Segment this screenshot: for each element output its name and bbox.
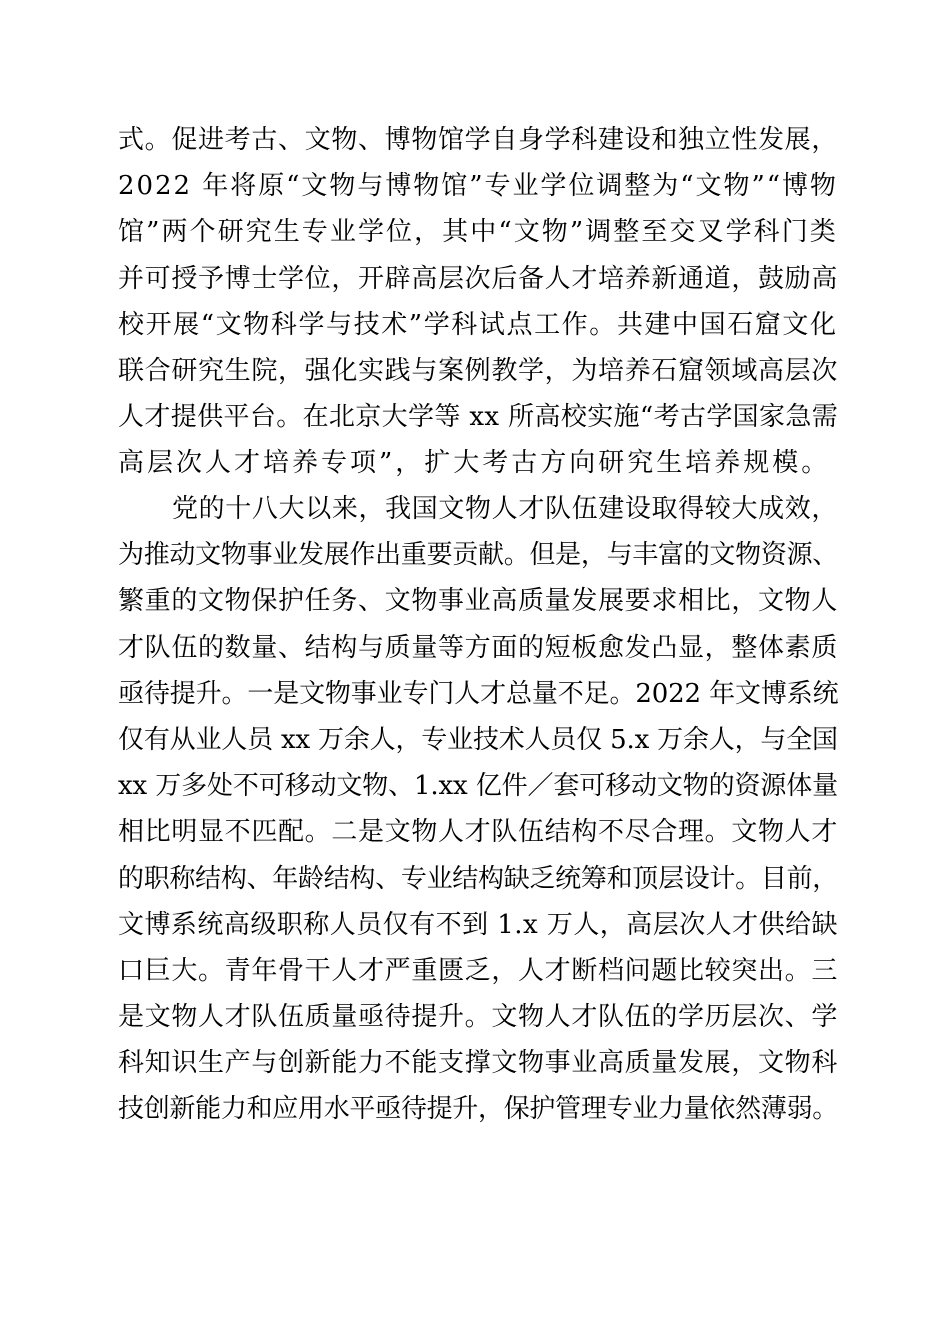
paragraph-2-line: 亟待提升。一是文物事业专门人才总量不足。2022 年文博系统 (118, 679, 839, 709)
paragraph-2-line: 科知识生产与创新能力不能支撑文物事业高质量发展，文物科 (118, 1048, 839, 1078)
paragraph-2-line: 繁重的文物保护任务、文物事业高质量发展要求相比，文物人 (118, 586, 839, 616)
paragraph-2-line: 文博系统高级职称人员仅有不到 1.x 万人，高层次人才供给缺 (118, 910, 838, 940)
paragraph-1-line: 并可授予博士学位，开辟高层次后备人才培养新通道，鼓励高 (118, 264, 839, 294)
paragraph-2-line: 技创新能力和应用水平亟待提升，保护管理专业力量依然薄弱。 (118, 1094, 839, 1124)
paragraph-1-line: 联合研究生院，强化实践与案例教学，为培养石窟领域高层次 (118, 356, 839, 386)
paragraph-2-line: 口巨大。青年骨干人才严重匮乏，人才断档问题比较突出。三 (118, 956, 839, 986)
paragraph-2-line: 相比明显不匹配。二是文物人才队伍结构不尽合理。文物人才 (118, 817, 839, 847)
paragraph-1-line: 高层次人才培养专项”，扩大考古方向研究生培养规模。 (118, 448, 831, 478)
paragraph-2-line: 才队伍的数量、结构与质量等方面的短板愈发凸显，整体素质 (118, 633, 839, 663)
paragraph-1-line: 2022 年将原“文物与博物馆”专业学位调整为“文物”“博物 (118, 171, 838, 201)
paragraph-2-line: 仅有从业人员 xx 万余人，专业技术人员仅 5.x 万余人，与全国 (118, 725, 838, 755)
paragraph-1-line: 馆”两个研究生专业学位，其中“文物”调整至交叉学科门类 (118, 217, 838, 247)
paragraph-2-line: 为推动文物事业发展作出重要贡献。但是，与丰富的文物资源、 (118, 540, 839, 570)
paragraph-1-line: 式。促进考古、文物、博物馆学自身学科建设和独立性发展， (118, 125, 839, 155)
paragraph-2-line: 的职称结构、年龄结构、专业结构缺乏统筹和顶层设计。目前， (118, 864, 839, 894)
paragraph-2-line: xx 万多处不可移动文物、1.xx 亿件／套可移动文物的资源体量 (118, 771, 838, 801)
paragraph-1-line: 人才提供平台。在北京大学等 xx 所高校实施“考古学国家急需 (118, 402, 839, 432)
paragraph-1-line: 校开展“文物科学与技术”学科试点工作。共建中国石窟文化 (118, 310, 838, 340)
paragraph-2-line: 是文物人才队伍质量亟待提升。文物人才队伍的学历层次、学 (118, 1002, 839, 1032)
paragraph-2-line: 党的十八大以来，我国文物人才队伍建设取得较大成效， (172, 494, 839, 524)
